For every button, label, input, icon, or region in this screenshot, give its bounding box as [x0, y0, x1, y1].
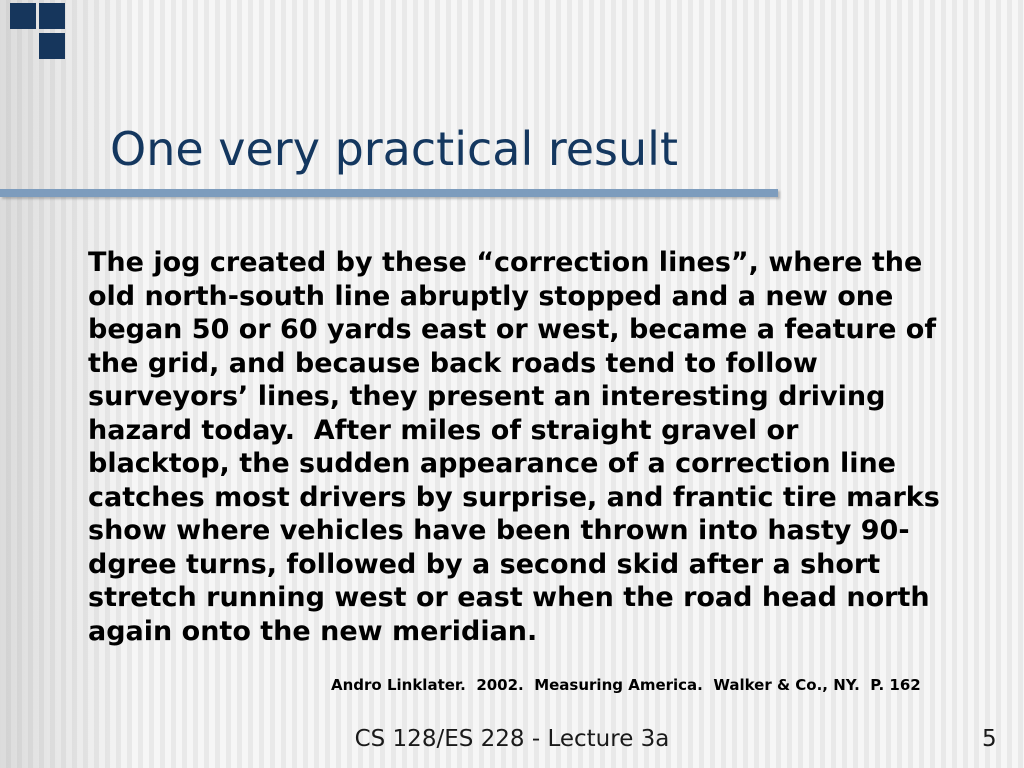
body-line: began 50 or 60 yards east or west, became a feature of: [88, 314, 937, 345]
corner-square: [10, 3, 36, 29]
slide-title: One very practical result: [110, 122, 678, 176]
footer-course-label: CS 128/ES 228 - Lecture 3a: [354, 726, 670, 752]
body-line: dgree turns, followed by a second skid after a short: [88, 548, 881, 580]
body-line: again onto the new meridian.: [88, 615, 538, 647]
body-line: surveyors’ lines, they present an interesting driving: [88, 381, 886, 412]
corner-square: [39, 33, 65, 59]
corner-square: [39, 3, 65, 29]
body-line: hazard today. After miles of straight gravel or: [88, 414, 799, 446]
slide-number: 5: [982, 726, 997, 752]
body-line: blacktop, the sudden appearance of a correction line: [88, 448, 896, 479]
body-line: the grid, and because back roads tend to follow: [88, 347, 818, 379]
title-underline-rule: [0, 189, 778, 197]
body-line: show where vehicles have been thrown into hasty 90-: [88, 515, 910, 546]
body-line: The jog created by these “correction lines”, where the: [88, 247, 923, 278]
source-citation: Andro Linklater. 2002. Measuring America. Walker & Co., NY. P. 162: [331, 676, 921, 694]
body-paragraph: [88, 246, 940, 648]
body-line: old north-south line abruptly stopped and a new one: [88, 280, 894, 312]
body-line: catches most drivers by surprise, and frantic tire marks: [88, 481, 940, 513]
body-line: stretch running west or east when the road head north: [88, 582, 930, 613]
